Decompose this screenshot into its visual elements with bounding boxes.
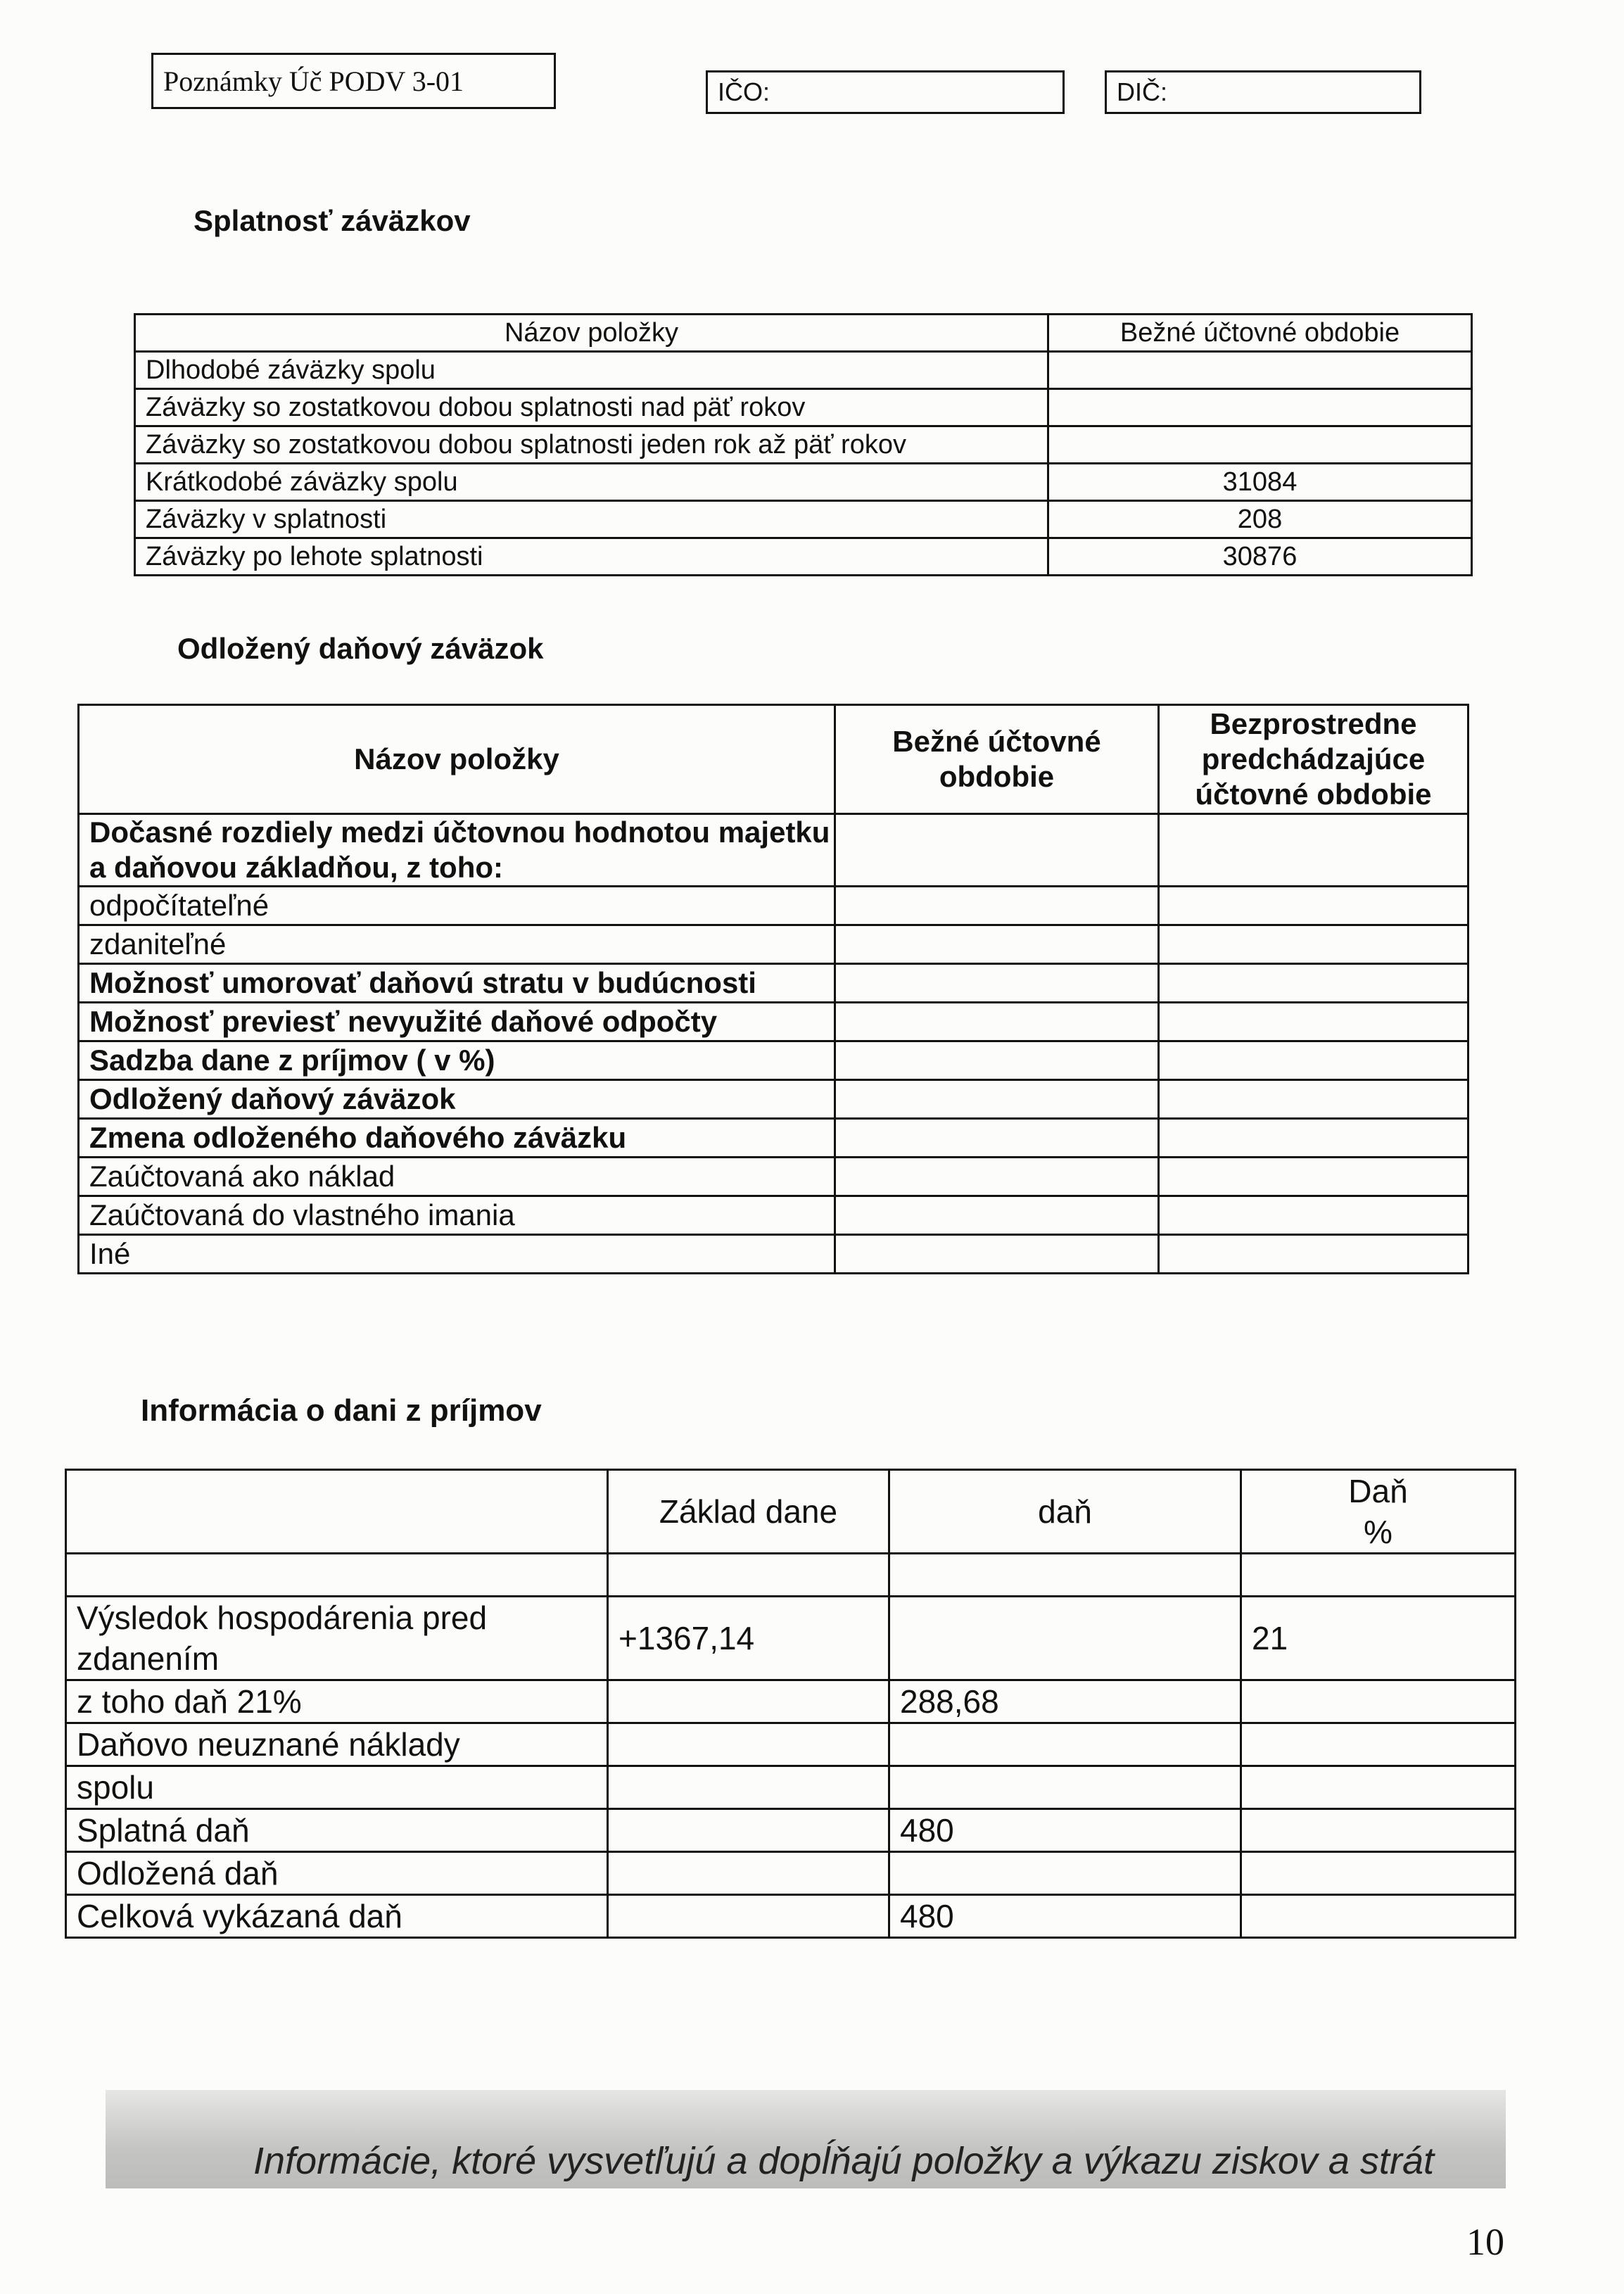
table-row xyxy=(66,1680,1516,1723)
row-current-value xyxy=(835,1158,1159,1196)
row-label: Záväzky v splatnosti xyxy=(135,501,1048,538)
table-row xyxy=(79,1003,1468,1041)
dic-field[interactable] xyxy=(1105,70,1421,114)
row-label: Zaúčtovaná ako náklad xyxy=(79,1158,835,1196)
row-base xyxy=(608,1766,889,1809)
table-header-row xyxy=(135,315,1472,352)
section-title-odlozeny: Odložený daňový záväzok xyxy=(177,632,544,665)
row-value xyxy=(1048,389,1472,426)
row-current-value xyxy=(835,814,1159,887)
row-current-value xyxy=(835,1003,1159,1041)
table-row xyxy=(79,1196,1468,1235)
row-label: Odložený daňový záväzok xyxy=(79,1080,835,1119)
col-header-tax: daň xyxy=(889,1470,1241,1554)
row-label: Zaúčtovaná do vlastného imania xyxy=(79,1196,835,1235)
row-previous-value xyxy=(1159,814,1468,887)
row-pct: 21 xyxy=(1241,1597,1516,1680)
col-header-current: Bežné účtovné obdobie xyxy=(1048,315,1472,352)
table-row xyxy=(135,538,1472,576)
row-pct xyxy=(1241,1895,1516,1938)
row-label: Výsledok hospodárenia pred zdanením xyxy=(66,1597,608,1680)
ico-label: IČO: xyxy=(718,77,770,106)
table-row xyxy=(135,352,1472,389)
row-pct xyxy=(1241,1723,1516,1766)
row-base xyxy=(608,1895,889,1938)
row-previous-value xyxy=(1159,1080,1468,1119)
row-previous-value xyxy=(1159,1041,1468,1080)
row-value xyxy=(1048,426,1472,464)
row-base xyxy=(608,1809,889,1852)
row-current-value xyxy=(835,1080,1159,1119)
table-row xyxy=(79,887,1468,925)
row-tax xyxy=(889,1766,1241,1809)
row-label: Krátkodobé záväzky spolu xyxy=(135,464,1048,501)
row-label: Dočasné rozdiely medzi účtovnou hodnotou majetku a daňovou základňou, z toho: xyxy=(79,814,835,887)
row-previous-value xyxy=(1159,925,1468,964)
row-label: Odložená daň xyxy=(66,1852,608,1895)
row-value: 31084 xyxy=(1048,464,1472,501)
row-label: Splatná daň xyxy=(66,1809,608,1852)
row-previous-value xyxy=(1159,1003,1468,1041)
row-base xyxy=(608,1723,889,1766)
table-row xyxy=(79,1041,1468,1080)
row-label: Celková vykázaná daň xyxy=(66,1895,608,1938)
table-row xyxy=(135,389,1472,426)
row-base xyxy=(608,1680,889,1723)
row-current-value xyxy=(835,887,1159,925)
table-row xyxy=(79,1158,1468,1196)
row-value: 208 xyxy=(1048,501,1472,538)
table-row xyxy=(135,464,1472,501)
page-number: 10 xyxy=(1466,2221,1504,2263)
row-label: Sadzba dane z príjmov ( v %) xyxy=(79,1041,835,1080)
row-tax xyxy=(889,1723,1241,1766)
row-current-value xyxy=(835,1196,1159,1235)
row-value: 30876 xyxy=(1048,538,1472,576)
table-row xyxy=(79,1235,1468,1274)
row-current-value xyxy=(835,925,1159,964)
section-title-informacia: Informácia o dani z príjmov xyxy=(141,1393,542,1428)
table-header-row xyxy=(66,1470,1516,1554)
table-row xyxy=(66,1852,1516,1895)
row-tax: 288,68 xyxy=(889,1680,1241,1723)
form-code: Poznámky Úč PODV 3-01 xyxy=(163,65,464,97)
table-row xyxy=(79,925,1468,964)
row-label: zdaniteľné xyxy=(79,925,835,964)
row-pct xyxy=(1241,1852,1516,1895)
table-row xyxy=(66,1809,1516,1852)
table-row xyxy=(66,1597,1516,1680)
row-current-value xyxy=(835,1235,1159,1274)
row-previous-value xyxy=(1159,1196,1468,1235)
table-header-row xyxy=(79,705,1468,814)
row-label: Dlhodobé záväzky spolu xyxy=(135,352,1048,389)
odlozeny-table xyxy=(77,704,1469,1274)
table-row xyxy=(66,1895,1516,1938)
row-base: +1367,14 xyxy=(608,1597,889,1680)
table-row xyxy=(79,814,1468,887)
col-header-base: Základ dane xyxy=(608,1470,889,1554)
col-header-name: Názov položky xyxy=(79,705,835,814)
table-row xyxy=(79,1080,1468,1119)
footer-banner-text: Informácie, ktoré vysvetľujú a dopĺňajú položky a výkazu ziskov a strát xyxy=(253,2140,1434,2182)
table-row xyxy=(79,964,1468,1003)
row-tax xyxy=(889,1852,1241,1895)
dic-label: DIČ: xyxy=(1117,77,1167,106)
table-row xyxy=(66,1723,1516,1766)
row-tax: 480 xyxy=(889,1809,1241,1852)
col-header-previous: Bezprostredne predchádzajúce účtovné obdobie xyxy=(1159,705,1468,814)
row-label: z toho daň 21% xyxy=(66,1680,608,1723)
table-row xyxy=(66,1766,1516,1809)
row-tax: 480 xyxy=(889,1895,1241,1938)
row-current-value xyxy=(835,1041,1159,1080)
row-label: Záväzky po lehote splatnosti xyxy=(135,538,1048,576)
row-previous-value xyxy=(1159,1235,1468,1274)
row-label: spolu xyxy=(66,1766,608,1809)
col-header-name: Názov položky xyxy=(135,315,1048,352)
footer-banner xyxy=(106,2090,1506,2188)
row-tax xyxy=(889,1597,1241,1680)
row-label: Možnosť umorovať daňovú stratu v budúcnosti xyxy=(79,964,835,1003)
dan-table xyxy=(65,1469,1516,1939)
col-header-pct: Daň % xyxy=(1241,1470,1516,1554)
row-current-value xyxy=(835,964,1159,1003)
row-value xyxy=(1048,352,1472,389)
col-header-label xyxy=(66,1470,608,1554)
row-current-value xyxy=(835,1119,1159,1158)
section-title-splatnost: Splatnosť záväzkov xyxy=(194,204,471,237)
row-pct xyxy=(1241,1809,1516,1852)
row-base xyxy=(608,1852,889,1895)
row-previous-value xyxy=(1159,887,1468,925)
table-row xyxy=(135,501,1472,538)
row-label: Daňovo neuznané náklady xyxy=(66,1723,608,1766)
row-label: Možnosť previesť nevyužité daňové odpočty xyxy=(79,1003,835,1041)
row-label: Zmena odloženého daňového záväzku xyxy=(79,1119,835,1158)
row-previous-value xyxy=(1159,1119,1468,1158)
table-spacer-row xyxy=(66,1554,1516,1597)
row-pct xyxy=(1241,1680,1516,1723)
row-label: odpočítateľné xyxy=(79,887,835,925)
row-label: Záväzky so zostatkovou dobou splatnosti jeden rok až päť rokov xyxy=(135,426,1048,464)
row-previous-value xyxy=(1159,1158,1468,1196)
row-label: Iné xyxy=(79,1235,835,1274)
ico-field[interactable] xyxy=(706,70,1065,114)
form-code-box xyxy=(151,53,556,109)
splatnost-table xyxy=(134,313,1473,576)
table-row xyxy=(135,426,1472,464)
col-header-current: Bežné účtovné obdobie xyxy=(835,705,1159,814)
row-label: Záväzky so zostatkovou dobou splatnosti nad päť rokov xyxy=(135,389,1048,426)
row-pct xyxy=(1241,1766,1516,1809)
table-row xyxy=(79,1119,1468,1158)
row-previous-value xyxy=(1159,964,1468,1003)
